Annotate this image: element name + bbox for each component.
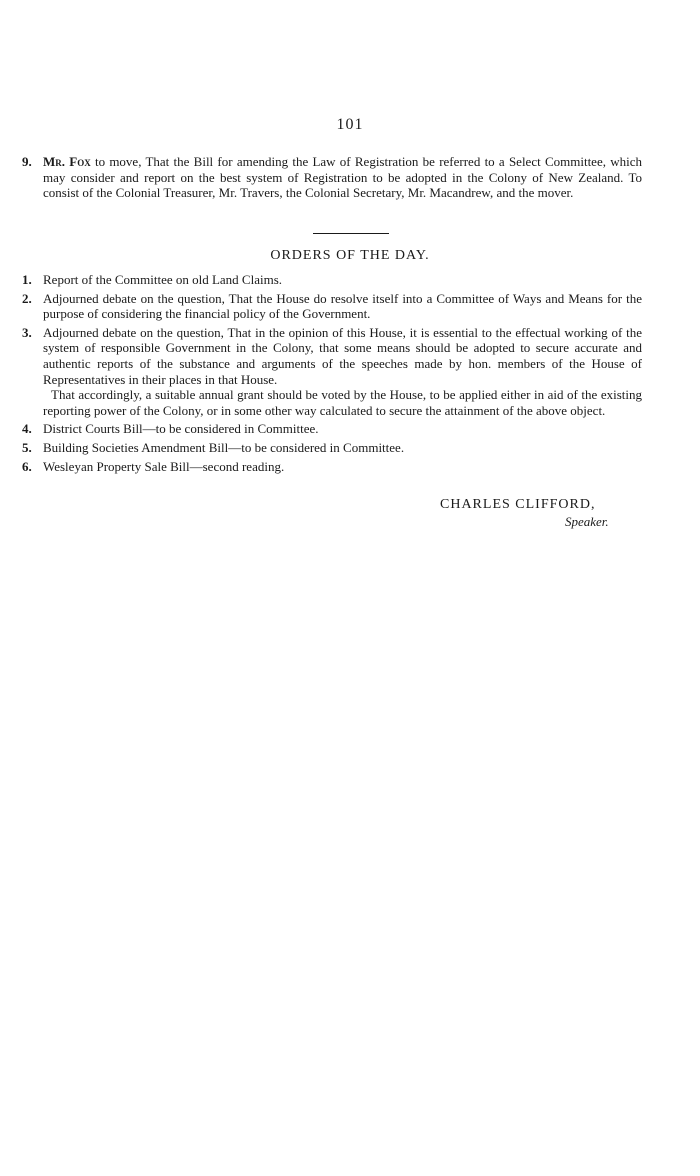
order-item-2 [22,291,642,322]
order-text-continued: That accordingly, a suitable annual grant should be voted by the House, to be applied either in aid of the existing reporting power of the Colony, or in some other way calculated to secure the attainment of the above object. [43,387,642,418]
order-number: 3. [22,324,32,340]
order-number: 2. [22,290,32,306]
order-text: Report of the Committee on old Land Claims. [43,272,283,287]
order-number: 5. [22,439,32,455]
order-number: 6. [22,458,32,474]
order-text: Building Societies Amendment Bill—to be considered in Committee. [43,439,405,455]
motion-text: to move, That the Bill for amending the Law of Registration be referred to a Select Committee, which may consider and report on the best system of Registration to be adopted in the Colony of New Zealand. To consist of the Colonial Treasurer, Mr. Travers, the Colonial Secretary, Mr. Macandrew, and the mover. [43,154,642,201]
order-text: Adjourned debate on the question, That in the opinion of this House, it is essential to the effectual working of the system of responsible Government in the Colony, that some means should be adopted to secure accurate and authentic reports of the substance and arguments of the speeches made by hon. members of the House of Representatives in their places in that House. [43,324,642,387]
motion-member: Mr. Fox [43,154,91,169]
signature-name: CHARLES CLIFFORD, [440,497,596,512]
motion-number: 9. [22,154,32,169]
order-number: 4. [22,421,32,437]
order-subparagraph [43,387,642,418]
order-text: District Courts Bill—to be considered in Committee. [43,421,319,437]
order-number: 1. [22,272,32,287]
section-divider [313,233,389,234]
signature-title: Speaker. [565,514,609,529]
order-item-1 [22,272,642,288]
orders-heading: ORDERS OF THE DAY. [270,248,430,263]
motion-item [22,154,642,201]
order-item-3 [22,325,642,419]
page-number: 101 [336,116,364,133]
order-text: Wesleyan Property Sale Bill—second reading. [43,458,285,474]
order-item-4 [22,421,642,437]
order-text: Adjourned debate on the question, That the House do resolve itself into a Committee of Ways and Means for the purpose of considering the financial policy of the Government. [43,290,642,322]
motion-block [22,154,642,201]
orders-list [22,272,642,477]
order-item-6 [22,459,642,475]
order-item-5 [22,440,642,456]
